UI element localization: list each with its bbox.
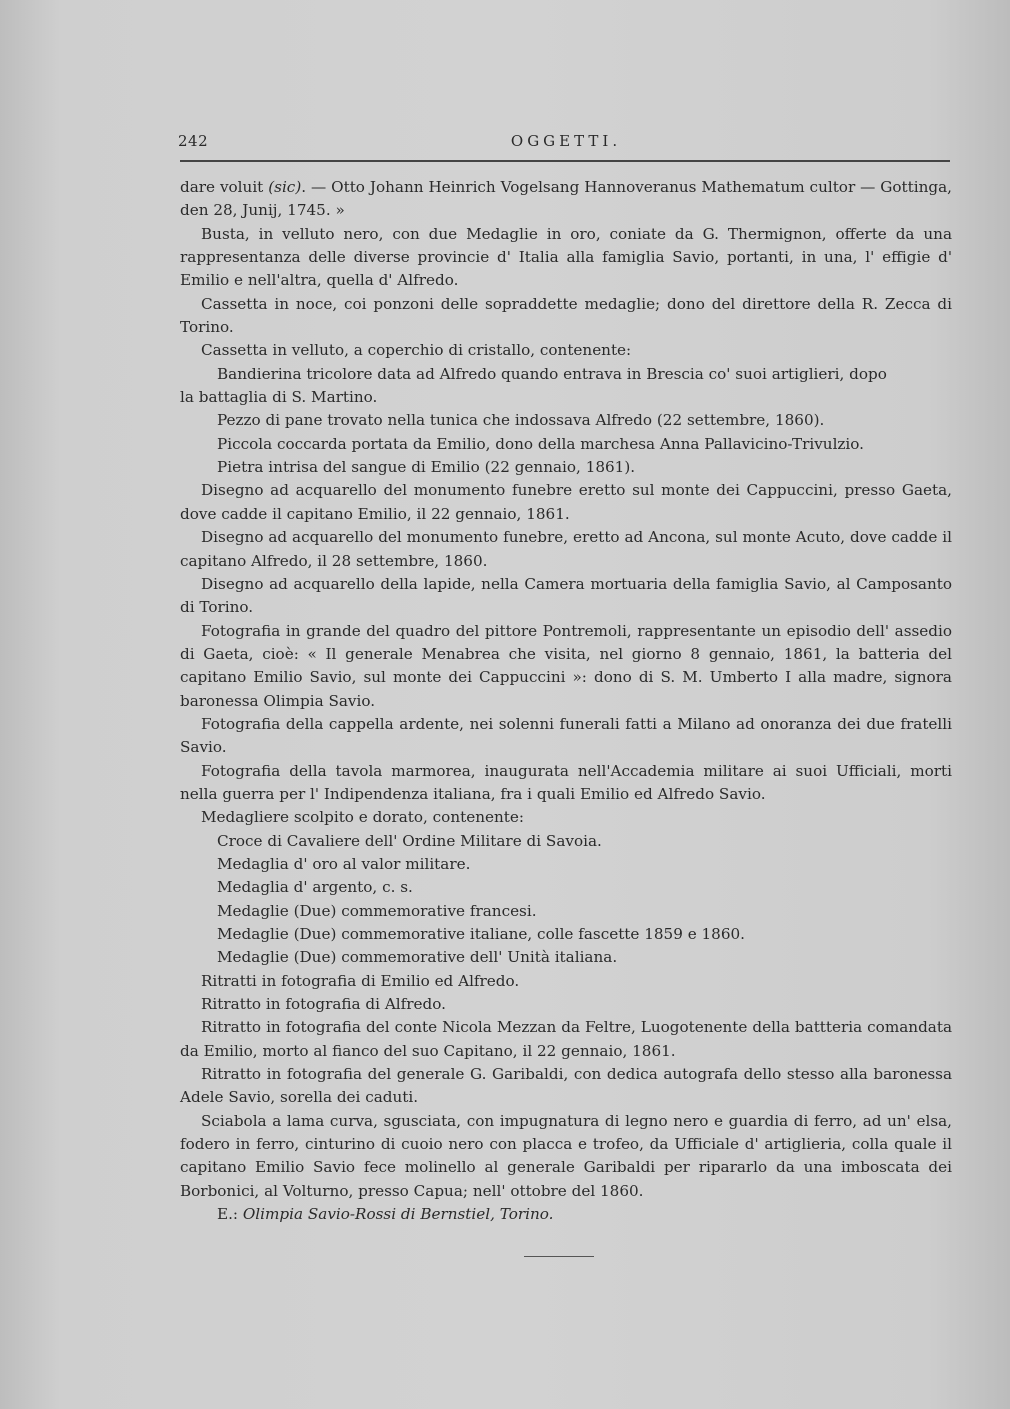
italic-text: (sic): [268, 178, 302, 196]
text-span: Ritratto in fotografia di Alfredo.: [201, 995, 446, 1014]
paragraph: [180, 456, 952, 479]
paragraph: [180, 1110, 952, 1203]
paragraph: [180, 923, 952, 946]
paragraph: [180, 900, 952, 923]
paragraph: [180, 620, 952, 713]
text-span: Ritratto in fotografia del generale G. Garibaldi, con dedica autografa dello stesso alla baronessa Adele Savio, sorella dei caduti.: [180, 1065, 952, 1107]
text-span: Pezzo di pane trovato nella tunica che indossava Alfredo (22 settembre, 1860).: [217, 411, 825, 430]
text-span: . — Otto Johann Heinrich Vogelsang Hannoveranus Mathematum cultor — Gottinga, den 28, Junij, 1745. »: [180, 178, 952, 220]
paragraph: [180, 293, 952, 340]
paragraph: [180, 339, 952, 362]
page-number: 242: [178, 132, 209, 150]
text-span: Fotografia della cappella ardente, nei solenni funerali fatti a Milano ad onoranza dei due fratelli Savio.: [180, 714, 952, 757]
paragraph: [180, 479, 952, 526]
paragraph: [180, 526, 952, 573]
text-span: Disegno ad acquarello del monumento funebre eretto sul monte dei Cappuccini, presso Gaeta, dove cadde il capitano Emilio, il 22 gennaio, 1861.: [180, 481, 952, 523]
text-span: Medaglie (Due) commemorative italiane, colle fascette 1859 e 1860.: [217, 925, 745, 943]
paragraph: [180, 853, 952, 876]
text-span: dare voluit: [180, 178, 269, 196]
text-span: Medaglie (Due) commemorative francesi.: [217, 901, 537, 920]
paragraph: [180, 1203, 952, 1226]
paragraph: [180, 713, 952, 760]
paragraph: [180, 760, 952, 807]
text-span: E.:: [217, 1205, 243, 1224]
text-span: Bandierina tricolore data ad Alfredo quando entrava in Brescia co' suoi artiglieri, dopo: [217, 364, 887, 383]
paragraph: [180, 1016, 952, 1063]
text-span: Medaglia d' argento, c. s.: [217, 878, 413, 897]
end-rule: [524, 1256, 594, 1257]
page-header: [180, 132, 952, 156]
paragraph: [180, 876, 952, 899]
text-span: Medagliere scolpito e dorato, contenente:: [201, 808, 524, 827]
paragraph: [180, 573, 952, 620]
italic-text: Olimpia Savio-Rossi di Bernstiel, Torino.: [242, 1205, 554, 1224]
text-span: Medaglie (Due) commemorative dell' Unità italiana.: [217, 948, 618, 967]
text-span: Cassetta in velluto, a coperchio di cristallo, contenente:: [201, 341, 632, 360]
paragraph: [180, 409, 952, 432]
paragraph: [180, 363, 952, 386]
text-span: Disegno ad acquarello della lapide, nella Camera mortuaria della famiglia Savio, al Camposanto di Torino.: [180, 574, 952, 617]
paragraph: [180, 223, 952, 293]
paragraph: [180, 993, 952, 1016]
text-span: Ritratto in fotografia del conte Nicola Mezzan da Feltre, Luogotenente della battteria comandata da Emilio, morto al fianco del suo Capitano, il 22 gennaio, 1861.: [180, 1018, 952, 1060]
text-span: Piccola coccarda portata da Emilio, dono della marchesa Anna Pallavicino-Trivulzio.: [217, 434, 864, 453]
paragraph: [180, 970, 952, 993]
paragraph: [180, 946, 952, 969]
text-span: Disegno ad acquarello del monumento funebre, eretto ad Ancona, sul monte Acuto, dove cadde il capitano Alfredo, il 28 settembre, 1860.: [180, 528, 952, 570]
header-rule: [180, 160, 950, 162]
paragraph: [180, 176, 952, 223]
paragraph: [180, 806, 952, 829]
text-span: Cassetta in noce, coi ponzoni delle sopraddette medaglie; dono del direttore della R. Zecca di Torino.: [180, 294, 952, 337]
text-span: Busta, in velluto nero, con due Medaglie in oro, coniate da G. Thermignon, offerte da una rappresentanza delle diverse provincie d' Italia alla famiglia Savio, portanti, in una, l' effigie d' Emilio e nell'altra, quella d' Alfredo.: [180, 224, 952, 290]
paragraph: [180, 1063, 952, 1110]
body-text: [180, 176, 952, 1226]
paragraph: [180, 830, 952, 853]
running-title: OGGETTI.: [510, 132, 622, 150]
text-span: Ritratti in fotografia di Emilio ed Alfredo.: [201, 971, 520, 990]
text-span: la battaglia di S. Martino.: [180, 388, 378, 407]
text-span: Fotografia della tavola marmorea, inaugurata nell'Accademia militare ai suoi Ufficiali, morti nella guerra per l' Indipendenza italiana, fra i quali Emilio ed Alfredo Savio.: [180, 761, 952, 803]
paragraph: [180, 433, 952, 456]
text-span: Pietra intrisa del sangue di Emilio (22 gennaio, 1861).: [217, 458, 636, 477]
text-span: Fotografia in grande del quadro del pittore Pontremoli, rappresentante un episodio dell' assedio di Gaeta, cioè: « Il generale Menabrea che visita, nel giorno 8 gennaio, 1861, la batteria del capitano Emilio Savio, sul monte dei Cappuccini »: dono di S. M. Umberto I alla madre, signora baronessa Olimpia Savio.: [180, 621, 952, 710]
text-span: Medaglia d' oro al valor militare.: [217, 854, 471, 873]
paragraph: [180, 386, 952, 409]
text-span: Sciabola a lama curva, sgusciata, con impugnatura di legno nero e guardia di ferro, ad un' elsa, fodero in ferro, cinturino di cuoio nero con placca e trofeo, da Ufficiale d' artiglieria, colla quale il capitano Emilio Savio fece molinello al generale Garibaldi per ripararlo da una imboscata dei Borbonici, al Volturno, presso Capua; nell' ottobre del 1860.: [180, 1111, 952, 1200]
text-span: Croce di Cavaliere dell' Ordine Militare di Savoia.: [217, 831, 602, 850]
